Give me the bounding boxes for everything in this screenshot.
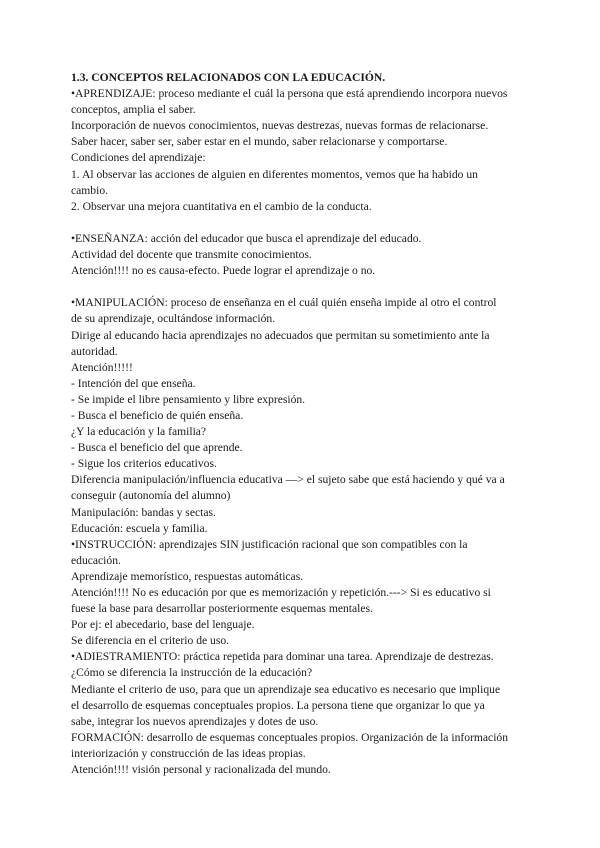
text-line: de su aprendizaje, ocultándose información.: [71, 312, 276, 326]
text-line: Por ej: el abecedario, base del lenguaje.: [71, 618, 255, 632]
text-line: Atención!!!! No es educación por que es memorización y repetición.---> Si es educativo si: [71, 586, 491, 599]
text-line: Atención!!!! no es causa-efecto. Puede lograr el aprendizaje o no.: [71, 264, 376, 278]
text-line: •ENSEÑANZA: acción del educador que busca el aprendizaje del educado.: [71, 231, 422, 245]
text-line: educación.: [71, 553, 121, 567]
text-line: - Se impide el libre pensamiento y libre expresión.: [71, 392, 306, 406]
text-line: •MANIPULACIÓN: proceso de enseñanza en el cuál quién enseña impide al otro el control: [71, 296, 497, 310]
text-line: autoridad.: [71, 344, 118, 358]
text-line: •APRENDIZAJE: proceso mediante el cuál la persona que está aprendiendo incorpora nuevos: [71, 87, 508, 101]
text-line: - Busca el beneficio del que aprende.: [71, 441, 243, 455]
blank-line: [71, 215, 531, 231]
text-line: fuese la base para desarrollar posteriormente esquemas mentales.: [71, 602, 373, 616]
section-title: 1.3. CONCEPTOS RELACIONADOS CON LA EDUCACIÓN.: [71, 71, 386, 84]
text-line: Saber hacer, saber ser, saber estar en el mundo, saber relacionarse y comportarse.: [71, 135, 448, 149]
text-line: Condiciones del aprendizaje:: [71, 151, 206, 165]
text-line: Se diferencia en el criterio de uso.: [71, 634, 230, 648]
text-line: - Intención del que enseña.: [71, 376, 196, 390]
text-line: Actividad del docente que transmite conocimientos.: [71, 248, 312, 262]
text-line: FORMACIÓN: desarrollo de esquemas conceptuales propios. Organización de la información: [71, 730, 509, 744]
text-line: ¿Cómo se diferencia la instrucción de la educación?: [71, 666, 313, 680]
text-line: •INSTRUCCIÓN: aprendizajes SIN justificación racional que son compatibles con la: [71, 537, 468, 551]
text-line: Atención!!!!!: [71, 360, 133, 374]
text-line: Incorporación de nuevos conocimientos, nuevas destrezas, nuevas formas de relacionarse.: [71, 119, 489, 133]
text-line: Diferencia manipulación/influencia educativa —> el sujeto sabe que está haciendo y qué va a: [71, 473, 505, 487]
text-line: - Busca el beneficio de quién enseña.: [71, 408, 244, 422]
text-line: sabe, integrar los nuevos aprendizajes y dotes de uso.: [71, 714, 319, 728]
blank-line: [71, 279, 531, 295]
text-line: 1. Al observar las acciones de alguien en diferentes momentos, vemos que ha habido un: [71, 167, 478, 181]
text-line: - Sigue los criterios educativos.: [71, 457, 217, 471]
text-line: el desarrollo de esquemas conceptuales propios. La persona tiene que organizar lo que ya: [71, 698, 485, 712]
text-line: interiorización y construcción de las ideas propias.: [71, 746, 306, 760]
text-line: Aprendizaje memorístico, respuestas automáticas.: [71, 569, 304, 583]
text-line: •ADIESTRAMIENTO: práctica repetida para dominar una tarea. Aprendizaje de destrezas.: [71, 650, 494, 664]
text-line: Dirige al educando hacia aprendizajes no adecuados que permitan su sometimiento ante la: [71, 328, 490, 342]
text-line: Manipulación: bandas y sectas.: [71, 505, 216, 519]
text-line: 2. Observar una mejora cuantitativa en el cambio de la conducta.: [71, 199, 372, 213]
text-line: Atención!!!! visión personal y racionalizada del mundo.: [71, 763, 331, 777]
text-line: Educación: escuela y familia.: [71, 521, 208, 535]
document-body: [71, 86, 531, 778]
text-line: Mediante el criterio de uso, para que un aprendizaje sea educativo es necesario que implique: [71, 682, 501, 696]
text-line: conseguir (autonomía del alumno): [71, 489, 231, 503]
text-line: conceptos, amplia el saber.: [71, 103, 196, 117]
text-line: ¿Y la educación y la familia?: [71, 425, 207, 439]
document-page: [71, 70, 531, 778]
text-line: cambio.: [71, 183, 109, 197]
